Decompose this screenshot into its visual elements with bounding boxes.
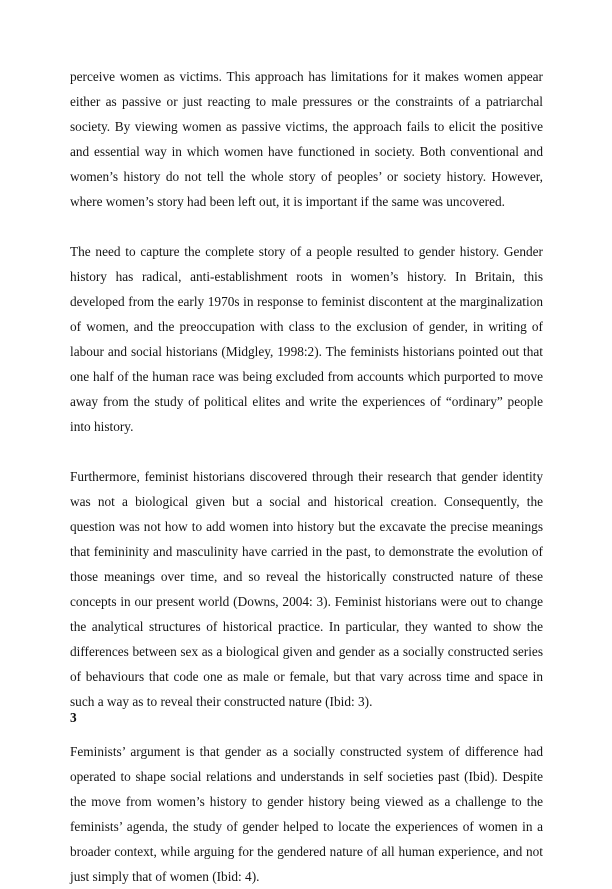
paragraph-3: Furthermore, feminist historians discovered through their research that gender identity was not a biological given but a social and historical creation. Consequently, the question was not how to add women into history but the excavate the precise meanings that femininity and masculinity have carried in the past, to demonstrate the evolution of those meanings over time, and so reveal the historically constructed nature of these concepts in our present world (Downs, 2004: 3). Feminist historians were out to change the analytical structures of historical practice. In particular, they wanted to show the differences between sex as a biological given and gender as a socially constructed series of behaviours that code one as male or female, but that vary across time and space in such a way as to reveal their constructed nature (Ibid: 3). (70, 469, 543, 709)
paragraph-4: Feminists’ argument is that gender as a socially constructed system of difference had operated to shape social relations and understands in self societies past (Ibid). Despite the move from women’s history to gender history being viewed as a challenge to the feminists’ agenda, the study of gender helped to locate the experiences of women in a broader context, while arguing for the gendered nature of all human experience, and not just simply that of women (Ibid: 4). (70, 744, 543, 884)
page-text-body (70, 64, 543, 889)
paragraph-1: perceive women as victims. This approach has limitations for it makes women appear either as passive or just reacting to male pressures or the constraints of a patriarchal society. By viewing women as passive victims, the approach fails to elicit the positive and essential way in which women have functioned in society. Both conventional and women’s history do not tell the whole story of peoples’ or society history. However, where women’s story had been left out, it is important if the same was uncovered. (70, 69, 543, 209)
page-number: 3 (70, 710, 77, 725)
paragraph-2: The need to capture the complete story of a people resulted to gender history. Gender history has radical, anti-establishment roots in women’s history. In Britain, this developed from the early 1970s in response to feminist discontent at the marginalization of women, and the preoccupation with class to the exclusion of gender, in writing of labour and social historians (Midgley, 1998:2). The feminists historians pointed out that one half of the human race was being excluded from accounts which purported to move away from the study of political elites and write the experiences of “ordinary” people into history. (70, 244, 543, 434)
